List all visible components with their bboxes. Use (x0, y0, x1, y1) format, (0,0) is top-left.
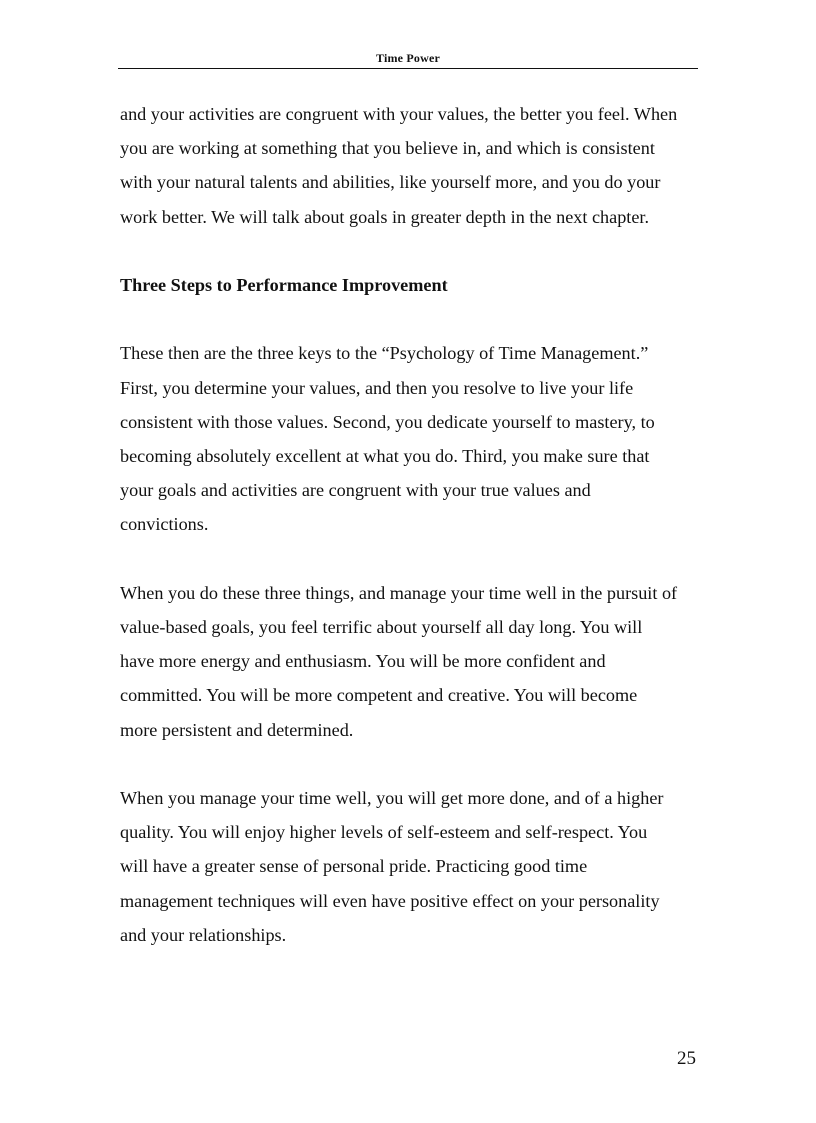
text-line: your goals and activities are congruent with your true values and (120, 480, 591, 501)
header-rule (118, 68, 698, 69)
text-line: When you do these three things, and manage your time well in the pursuit of (120, 582, 678, 603)
text-line: becoming absolutely excellent at what you do. Third, you make sure that (120, 446, 650, 466)
text-line: When you manage your time well, you will get more done, and of a higher (120, 788, 664, 808)
page-body (120, 97, 710, 952)
paragraph-4 (120, 781, 710, 952)
text-line: consistent with those values. Second, you dedicate yourself to mastery, to (120, 411, 655, 432)
text-line: work better. We will talk about goals in greater depth in the next chapter. (120, 206, 650, 227)
text-line: First, you determine your values, and then you resolve to live your life (120, 377, 634, 398)
text-line: and your relationships. (120, 924, 287, 945)
text-line: with your natural talents and abilities, like yourself more, and you do your (120, 172, 661, 193)
paragraph-1 (120, 97, 710, 234)
text-line: These then are the three keys to the “Psychology of Time Management.” (120, 343, 649, 364)
page-number: 25 (677, 1048, 696, 1069)
section-heading: Three Steps to Performance Improvement (120, 275, 448, 295)
text-line: committed. You will be more competent and creative. You will become (120, 685, 638, 706)
text-line: more persistent and determined. (120, 719, 354, 740)
text-line: quality. You will enjoy higher levels of self-esteem and self-respect. You (120, 822, 648, 843)
paragraph-2 (120, 336, 710, 541)
text-line: and your activities are congruent with your values, the better you feel. When (120, 104, 678, 124)
text-line: you are working at something that you believe in, and which is consistent (120, 138, 655, 159)
running-header-title: Time Power (375, 51, 441, 65)
text-line: management techniques will even have positive effect on your personality (120, 890, 660, 911)
text-line: have more energy and enthusiasm. You will be more confident and (120, 651, 606, 672)
paragraph-3 (120, 576, 710, 747)
text-line: will have a greater sense of personal pride. Practicing good time (120, 856, 588, 877)
text-line: value-based goals, you feel terrific about yourself all day long. You will (120, 617, 643, 637)
text-line: convictions. (120, 514, 209, 535)
